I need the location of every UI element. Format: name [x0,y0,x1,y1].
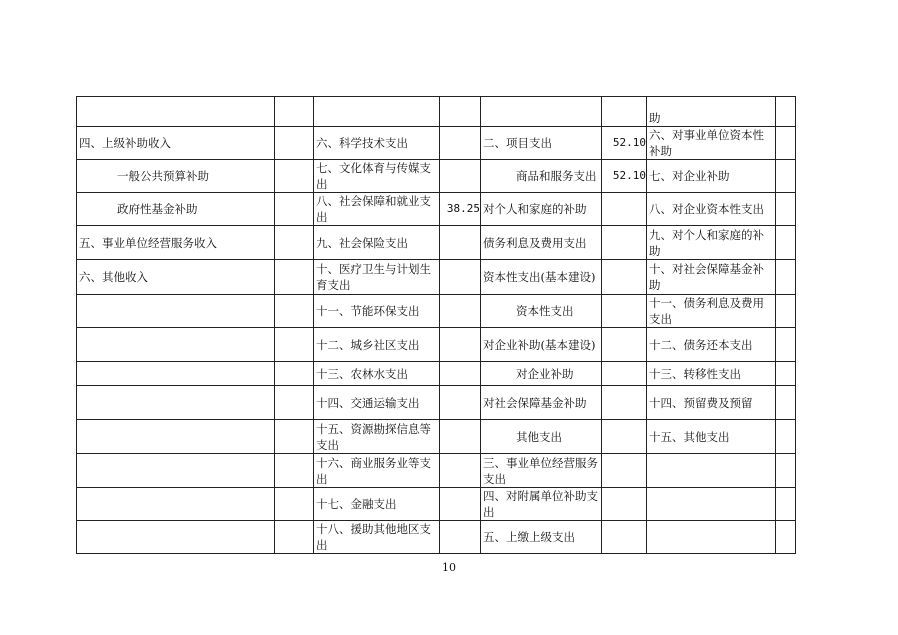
income-item-label: 五、事业单位经营服务收入 [77,226,275,260]
expense-function-label: 七、文化体育与传媒支出 [314,160,440,193]
expense-category-label [647,488,776,521]
expense-category-label: 八、对企业资本性支出 [647,193,776,226]
expense-function-value [440,488,481,521]
table-row [77,260,796,295]
expense-economic-label: 对社会保障基金补助 [481,386,602,420]
expense-category-label: 六、对事业单位资本性补助 [647,127,776,160]
income-item-value [275,295,314,328]
expense-category-value [776,260,796,295]
income-item-label [77,386,275,420]
income-item-label: 四、上级补助收入 [77,127,275,160]
income-item-value [275,193,314,226]
expense-category-value [776,295,796,328]
table-cell [77,97,275,127]
expense-category-value [776,160,796,193]
expense-economic-value [602,362,647,386]
table-row [77,127,796,160]
expense-economic-value: 52.10 [602,160,647,193]
expense-function-value [440,295,481,328]
expense-economic-label: 三、事业单位经营服务支出 [481,454,602,488]
table-cell [314,97,440,127]
table-cell [440,97,481,127]
income-item-value [275,260,314,295]
income-item-label: 政府性基金补助 [77,193,275,226]
expense-economic-label: 对企业补助 [481,362,602,386]
expense-category-label: 十五、其他支出 [647,420,776,454]
expense-economic-value: 52.10 [602,127,647,160]
table-row [77,295,796,328]
table-row [77,362,796,386]
income-item-value [275,386,314,420]
expense-economic-label: 四、对附属单位补助支出 [481,488,602,521]
table-row [77,328,796,362]
income-item-value [275,160,314,193]
expense-category-value [776,362,796,386]
expense-function-value [440,127,481,160]
expense-category-value [776,328,796,362]
income-item-value [275,226,314,260]
table-cell [776,97,796,127]
expense-economic-value [602,454,647,488]
expense-economic-label: 五、上缴上级支出 [481,521,602,554]
table-cell [275,97,314,127]
expense-function-value [440,328,481,362]
income-item-value [275,420,314,454]
income-item-label: 六、其他收入 [77,260,275,295]
expense-function-label: 九、社会保险支出 [314,226,440,260]
income-item-label [77,454,275,488]
table-row [77,160,796,193]
expense-category-value [776,193,796,226]
expense-economic-label: 其他支出 [481,420,602,454]
expense-economic-label: 资本性支出(基本建设) [481,260,602,295]
income-item-value [275,521,314,554]
expense-economic-label: 二、项目支出 [481,127,602,160]
expense-function-value: 38.25 [440,193,481,226]
table-cell: 助 [647,97,776,127]
expense-category-label: 十一、债务利息及费用支出 [647,295,776,328]
expense-economic-label: 资本性支出 [481,295,602,328]
expense-economic-value [602,420,647,454]
income-item-label [77,295,275,328]
expense-economic-value [602,386,647,420]
expense-function-label: 十、医疗卫生与计划生育支出 [314,260,440,295]
expense-economic-value [602,521,647,554]
expense-category-label [647,521,776,554]
expense-function-value [440,386,481,420]
income-item-value [275,127,314,160]
expense-function-value [440,226,481,260]
table-row [77,488,796,521]
budget-table [76,96,796,554]
expense-category-value [776,488,796,521]
expense-economic-label: 债务利息及费用支出 [481,226,602,260]
income-item-value [275,362,314,386]
expense-category-label [647,454,776,488]
table-cell [481,97,602,127]
expense-function-label: 十五、资源勘探信息等支出 [314,420,440,454]
expense-function-value [440,454,481,488]
expense-economic-value [602,328,647,362]
expense-category-value [776,454,796,488]
expense-function-label: 十六、商业服务业等支出 [314,454,440,488]
table-cell [602,97,647,127]
table-row [77,97,796,127]
income-item-label [77,420,275,454]
table-row [77,454,796,488]
income-item-label [77,488,275,521]
expense-economic-value [602,488,647,521]
expense-function-label: 十七、金融支出 [314,488,440,521]
table-row [77,420,796,454]
expense-function-label: 十二、城乡社区支出 [314,328,440,362]
income-item-value [275,328,314,362]
page-number: 10 [442,561,456,574]
expense-economic-value [602,226,647,260]
expense-function-value [440,521,481,554]
expense-economic-label: 对个人和家庭的补助 [481,193,602,226]
expense-function-value [440,362,481,386]
expense-category-value [776,386,796,420]
income-item-label [77,328,275,362]
expense-function-label: 十八、援助其他地区支出 [314,521,440,554]
expense-category-label: 十三、转移性支出 [647,362,776,386]
expense-economic-label: 对企业补助(基本建设) [481,328,602,362]
table-row [77,386,796,420]
expense-function-value [440,420,481,454]
expense-function-label: 十三、农林水支出 [314,362,440,386]
expense-category-label: 九、对个人和家庭的补助 [647,226,776,260]
income-item-label [77,362,275,386]
expense-category-value [776,521,796,554]
expense-category-value [776,226,796,260]
expense-economic-label: 商品和服务支出 [481,160,602,193]
income-item-label [77,521,275,554]
table-row [77,226,796,260]
expense-function-label: 十四、交通运输支出 [314,386,440,420]
income-item-value [275,454,314,488]
expense-economic-value [602,295,647,328]
expense-economic-value [602,193,647,226]
expense-function-value [440,160,481,193]
expense-category-value [776,127,796,160]
expense-category-value [776,420,796,454]
table-row [77,521,796,554]
expense-category-label: 七、对企业补助 [647,160,776,193]
income-item-label: 一般公共预算补助 [77,160,275,193]
expense-function-label: 八、社会保障和就业支出 [314,193,440,226]
expense-category-label: 十、对社会保障基金补助 [647,260,776,295]
expense-function-value [440,260,481,295]
expense-function-label: 六、科学技术支出 [314,127,440,160]
expense-category-label: 十二、债务还本支出 [647,328,776,362]
expense-function-label: 十一、节能环保支出 [314,295,440,328]
table-row [77,193,796,226]
expense-category-label: 十四、预留费及预留 [647,386,776,420]
income-item-value [275,488,314,521]
expense-economic-value [602,260,647,295]
